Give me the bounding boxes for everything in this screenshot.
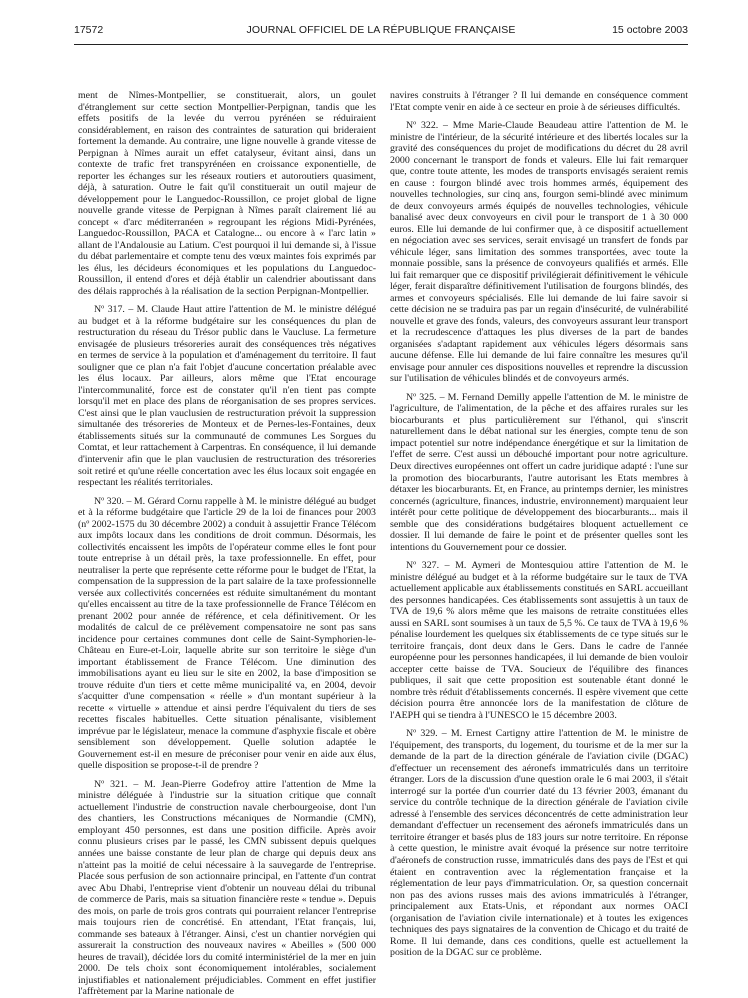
publication-date: 15 octobre 2003 bbox=[612, 24, 688, 36]
paragraph-continuation: navires construits à l'étranger ? Il lui demande en conséquence comment l'Etat compte venir en aide à ce secteur en proie à de sérieuses difficultés. bbox=[390, 90, 688, 113]
paragraph-continuation: ment de Nîmes-Montpellier, se constituerait, alors, un goulet d'étranglement sur cette section Montpellier-Perpignan, tandis que les effets positifs de la levée du verrou pyrénéen se réduiraient considérablement, en raison des contraintes de saturation qui brideraient fortement la demande. Au contraire, une ligne nouvelle à grande vitesse de Perpignan à Nîmes aurait un effet catalyseur, évitant ainsi, dans un contexte de trafic fret transpyrénéen en croissance exponentielle, de reporter les échanges sur les réseaux routiers et autoroutiers quasiment, déjà, à saturation. Outre le fait qu'il constituerait un outil majeur de développement pour le Languedoc-Roussillon, ce projet global de ligne nouvelle grande vitesse de Perpignan à Nîmes paraît clairement lié au concept « d'arc méditerranéen » regroupant les régions Midi-Pyrénées, Languedoc-Roussillon, PACA et Catalogne... ou encore à « l'arc latin » allant de l'Andalousie au Latium. C'est pourquoi il lui demande si, à l'issue du débat parlementaire et compte tenu des vœux maintes fois exprimés par les élus, les décideurs économiques et les populations du Languedoc-Roussillon, il entend d'ores et déjà établir un calendrier aboutissant dans des délais rapprochés à la réalisation de la section Perpignan-Montpellier. bbox=[78, 90, 376, 297]
page-number: 17572 bbox=[74, 24, 104, 36]
question-320: Nº 320. – M. Gérard Cornu rappelle à M. le ministre délégué au budget et à la réforme budgétaire que l'article 29 de la loi de finances pour 2003 (nº 2002-1575 du 30 décembre 2002) a conduit à assujettir France Télécom aux impôts locaux dans les conditions de droit commun. Désormais, les collectivités encaissent les impôts de l'opérateur comme elles le font pour toute entreprise à un détail près, la taxe professionnelle. En effet, pour neutraliser la perte que représente cette réforme pour le budget de l'Etat, la compensation de la suppression de la part salaire de la taxe professionnelle versée aux collectivités concernées est réduite simultanément du montant qu'elles encaissent au titre de la taxe professionnelle de France Télécom en prenant 2002 pour année de référence, et cela définitivement. Or les modalités de calcul de ce prélèvement compensatoire ne sont pas sans incidence pour certaines communes dont celle de Saint-Symphorien-le-Château en Eure-et-Loir, laquelle abrite sur son territoire le siège d'un important établissement de France Télécom. Une diminution des immobilisations ayant eu lieu sur le site en 2002, la base d'imposition se trouve réduite d'un tiers et cette même municipalité va, en 2004, devoir s'acquitter d'une compensation « réelle » d'un montant supérieur à la recette « virtuelle » attendue et ainsi perdre l'équivalent du tiers de ses recettes fiscales habituelles. Cette situation pénalisante, visiblement imprévue par le législateur, menace la commune d'asphyxie fiscale et obère sensiblement son développement. Quelle solution adaptée le Gouvernement est-il en mesure de préconiser pour venir en aide aux élus, quelle disposition se propose-t-il de prendre ? bbox=[78, 495, 376, 772]
journal-title: JOURNAL OFFICIEL DE LA RÉPUBLIQUE FRANÇAISE bbox=[246, 24, 516, 36]
question-325: Nº 325. – M. Fernand Demilly appelle l'attention de M. le ministre de l'agriculture, de l'alimentation, de la pêche et des affaires rurales sur les biocarburants et plus particulièrement sur l'éthanol, qui s'inscrit naturellement dans le débat national sur les énergies, compte tenu de son impact potentiel sur notre indépendance énergétique et sur la limitation de l'effet de serre. C'est aussi un débouché important pour notre agriculture. Deux directives européennes ont offert un cadre juridique adapté : l'une sur la promotion des biocarburants, l'autre autorisant les Etats membres à détaxer les biocarburants. Et, en France, au printemps dernier, les ministres concernés (agriculture, finances, industrie, environnement) marquaient leur intérêt pour cette politique de développement des biocarburants... mais il semble que des considérations budgétaires bloquent actuellement ce dossier. Il lui demande de faire le point et de présenter quelles sont les intentions du Gouvernement pour ce dossier. bbox=[390, 391, 688, 553]
question-321: Nº 321. – M. Jean-Pierre Godefroy attire l'attention de Mme la ministre déléguée à l'industrie sur la situation critique que connaît actuellement l'industrie de construction navale cherbourgeoise, dont l'un des chantiers, les Constructions mécaniques de Normandie (CMN), employant 450 personnes, est dans une position difficile. Après avoir connu plusieurs crises par le passé, les CMN subissent depuis quelques années une baisse constante de leur plan de charge qui depuis deux ans n'atteint pas la moitié de celui nécessaire à la sauvegarde de l'entreprise. Placée sous perfusion de son actionnaire principal, en l'attente d'un contrat avec Abu Dhabi, l'entreprise vient d'obtenir un nouveau délai du tribunal de commerce de Paris, mais sa situation financière reste « tendue ». Depuis des mois, on parle de trois gros contrats qui pourraient relancer l'entreprise mais toujours rien de concrétisé. En attendant, l'Etat français, lui, commande ses bateaux à l'étranger. Ainsi, c'est un chantier norvégien qui assurerait la construction des nouveaux navires « Abeilles » (500 000 heures de travail), décidée lors du comité interministériel de la mer en juin 2000. De tels choix sont économiquement intolérables, socialement injustifiables et nationalement préjudiciables. Comment en effet justifier l'affrètement par la Marine nationale de bbox=[78, 778, 376, 998]
page-header bbox=[74, 24, 688, 46]
question-327: Nº 327. – M. Aymeri de Montesquiou attire l'attention de M. le ministre délégué au budget et à la réforme budgétaire sur le taux de TVA actuellement applicable aux établissements constitués en SARL accueillant des personnes handicapées. Ces établissements sont assujettis à un taux de TVA de 19,6 % alors même que les maisons de retraite constituées elles aussi en SARL sont soumises à un taux de 5,5 %. Ce taux de TVA à 19,6 % pénalise lourdement les quelques six établissements de ce type situés sur le territoire français, dont deux dans le Gers. Dans le cadre de l'année européenne pour les personnes handicapées, il lui demande de bien vouloir accepter cette baisse de TVA. Soucieux de l'équilibre des finances publiques, il sait que cette proposition est soutenable étant donné le nombre très réduit d'établissements concernés. Il espère vivement que cette décision pourra être annoncée lors de la manifestation de clôture de l'AEPH qui se tiendra à l'UNESCO le 15 décembre 2003. bbox=[390, 560, 688, 721]
right-column bbox=[390, 90, 688, 986]
header-rule bbox=[74, 44, 688, 45]
text-columns bbox=[78, 90, 688, 998]
question-329: Nº 329. – M. Ernest Cartigny attire l'attention de M. le ministre de l'équipement, des transports, du logement, du tourisme et de la mer sur la demande de la part de la direction générale de l'aviation civile (DGAC) d'effectuer un recensement des aéronefs immatriculés dans un territoire étranger. Lors de la discussion d'une question orale le 6 mai 2003, il s'était interrogé sur la portée d'un courrier daté du 13 février 2003, émanant du service du contrôle technique de la direction générale de l'aviation civile adressé à l'ensemble des services déconcentrés de cette administration leur demandant d'effectuer un recensement des aéronefs immatriculés dans un territoire étranger et basés plus de 183 jours sur notre territoire. En réponse à cette question, le ministre avait évoqué la présence sur notre territoire d'aéronefs de construction russe, immatriculés dans des pays de l'Est et qui étaient en contravention avec la réglementation française et la réglementation de leur pays d'immatriculation. Or, sa question concernait non pas des avions russes mais des avions immatriculés à l'étranger, principalement aux Etats-Unis, et répondant aux normes OACI (organisation de l'aviation civile internationale) et à toutes les exigences techniques des pays signataires de la convention de Chicago et du traité de Rome. Il lui demande, dans ces conditions, quelle est actuellement la position de la DGAC sur ce problème. bbox=[390, 728, 688, 959]
question-317: Nº 317. – M. Claude Haut attire l'attention de M. le ministre délégué au budget et à la réforme budgétaire sur les conséquences du plan de restructuration du réseau du Trésor public dans le Vaucluse. La fermeture envisagée de plusieurs trésoreries aurait des conséquences très négatives en termes de service à la population et d'aménagement du territoire. Il faut souligner que ce plan n'a fait l'objet d'aucune concertation préalable avec les élus locaux. Par ailleurs, alors même que l'Etat encourage l'intercommunalité, force est de constater qu'il n'en tient pas compte lorsqu'il met en place des plans de réorganisation de ses propres services. C'est ainsi que le plan vauclusien de restructuration prévoit la suppression simultanée des trésoreries de Monteux et de Pernes-les-Fontaines, deux établissements situés sur la communauté de communes Les Sorgues du Comtat, et leur rattachement à Carpentras. En conséquence, il lui demande d'intervenir afin que le plan vauclusien de restructuration des trésoreries soit retiré et qu'une réelle concertation avec les élus locaux soit engagée en respectant les réalités territoriales. bbox=[78, 304, 376, 489]
question-322: Nº 322. – Mme Marie-Claude Beaudeau attire l'attention de M. le ministre de l'intérieur, de la sécurité intérieure et des libertés locales sur la gravité des conséquences du projet de modifications du décret du 28 avril 2000 concernant le transport de fonds et valeurs. Elle lui fait remarquer que, contre toute attente, les modes de transports envisagés seraient remis en cause : fourgon blindé avec trois hommes armés, équipement des nouvelles technologies, sur cinq ans, fourgon semi-blindé avec minimum de deux convoyeurs armés équipés de nouvelles technologies, véhicule banalisé avec deux convoyeurs en civil pour le transport de 1 à 30 000 euros. Elle lui demande de lui confirmer que, à ce dispositif actuellement en négociation avec ses services, serait envisagé un transfert de fonds par véhicule léger, sans limitation des sommes transportées, avec toute la monnaie possible, sans la présence de convoyeurs qualifiés et armés. Elle lui fait remarquer que ce dispositif privilégierait définitivement le véhicule léger, ferait disparaître définitivement l'utilisation de fourgons blindés, des armes et convoyeurs spécialisés. Elle lui demande de lui faire savoir si cette décision ne se traduira pas par un regain d'insécurité, de vulnérabilité nouvelle et grave des fonds, valeurs, des convoyeurs assurant leur transport et la recrudescence d'attaques les plus diverses de la part de bandes organisées s'adaptant rapidement aux véhicules légers désormais sans aucune défense. Elle lui demande de lui faire connaître les mesures qu'il envisage pour annuler ces dispositions nouvelles et reprendre la discussion sur l'utilisation de véhicules blindés et de convoyeurs armés. bbox=[390, 120, 688, 385]
left-column bbox=[78, 90, 376, 998]
